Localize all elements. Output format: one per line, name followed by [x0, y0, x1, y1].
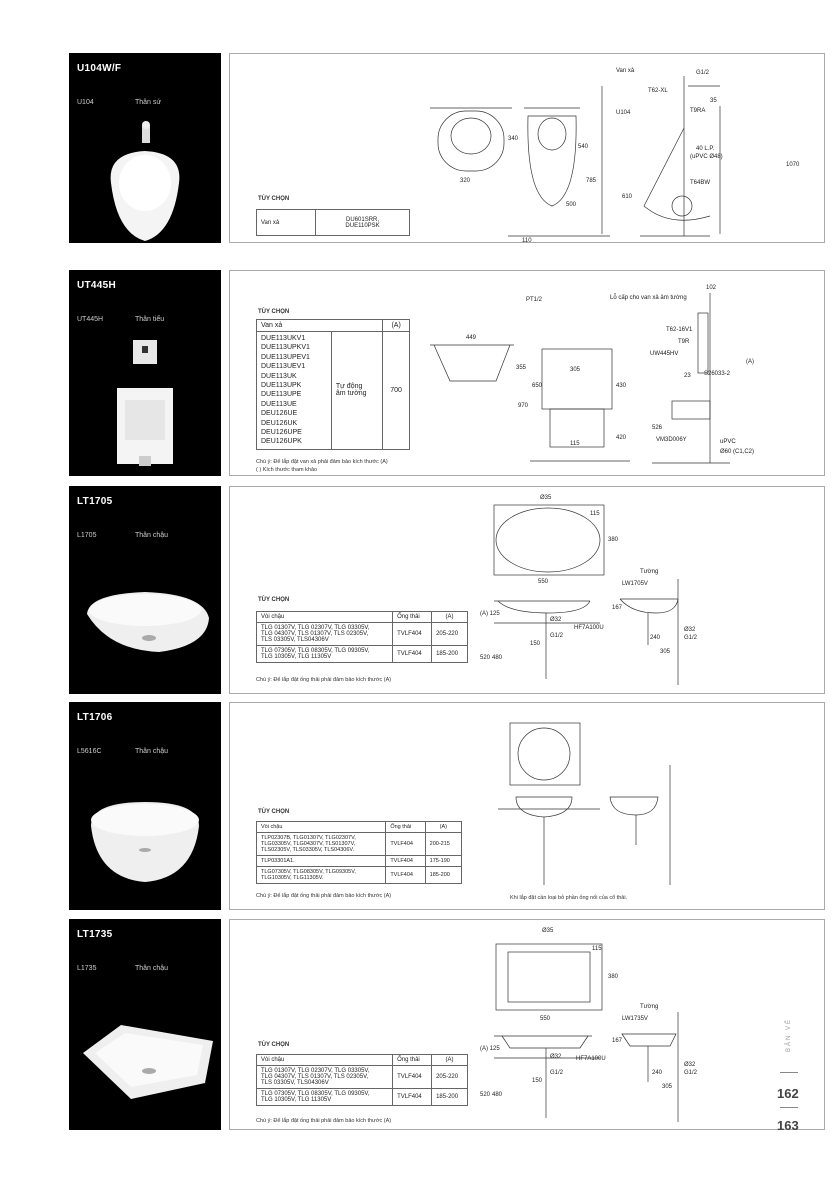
dim-label: 305: [660, 649, 671, 655]
urinal-image: [69, 270, 221, 476]
table-header: Van xả: [257, 320, 383, 332]
dim-label: uPVC: [720, 439, 736, 445]
valve-item: DEU126UPK: [261, 438, 302, 446]
option-cell: DU601SRR, DUE110PSK: [316, 210, 410, 236]
product-desc: Thân chậu: [135, 965, 169, 972]
dim-label: 240: [650, 635, 661, 641]
dim-label: LW1705V: [622, 581, 648, 587]
dim-label: 526: [652, 425, 663, 431]
product-code: L1735: [77, 965, 97, 972]
product-section-lt1705: [69, 486, 825, 694]
table-cell: TLG 07305V, TLG 08305V, TLG 09305V, TLG 10305V, TLG 11305V: [257, 646, 393, 663]
dim-label: G1/2: [684, 635, 698, 641]
dim-label: 500: [566, 202, 577, 208]
dim-label: 1070: [786, 162, 800, 168]
dim-label: VM3D006Y: [656, 437, 687, 443]
table-cell: TVLF404: [393, 1066, 432, 1089]
valve-item: DUE113UPKV1: [261, 344, 310, 352]
table-cell: 200-215: [425, 833, 461, 856]
divider: [780, 1072, 798, 1073]
basin-image: [69, 702, 221, 910]
dim-label: 520: [480, 1092, 491, 1098]
product-code: UT445H: [77, 316, 104, 323]
urinal-image: [69, 53, 221, 243]
dim-label: 480: [492, 655, 503, 661]
product-card: [69, 486, 221, 694]
product-card: [69, 702, 221, 910]
dim-label: Ø32: [550, 617, 562, 623]
table-header: Ống thải: [393, 612, 432, 623]
table-cell: TVLF404: [393, 1089, 432, 1106]
dim-label: PT1/2: [526, 297, 543, 303]
dim-label: T9R: [678, 339, 690, 345]
dim-label: G1/2: [684, 1070, 698, 1076]
table-cell: 185-200: [425, 867, 461, 884]
valve-item: DUE113UK: [261, 372, 297, 380]
note: Chú ý: Để lắp đặt van xả phải đảm bảo kích thước (A): [256, 459, 388, 465]
basin-image: [69, 919, 221, 1130]
table-header: Vòi chậu: [257, 1055, 393, 1066]
dim-label: HF7A100U: [574, 625, 604, 631]
dim-label: 480: [492, 1092, 503, 1098]
product-code: U104: [77, 99, 94, 106]
dim-label: G1/2: [696, 70, 710, 76]
product-desc: Thân tiểu: [135, 316, 165, 323]
dim-label: Lỗ cấp cho van xả âm tường: [610, 295, 687, 301]
options-title: TÙY CHỌN: [258, 1042, 290, 1048]
options-table: [256, 611, 468, 663]
options-title: TÙY CHỌN: [258, 809, 290, 815]
note: Khi lắp đặt cần loại bỏ phần ống nối của cổ thải.: [510, 895, 628, 901]
option-cell: Van xả: [257, 210, 316, 236]
dim-label: 785: [586, 178, 597, 184]
dim-label: U104: [616, 110, 631, 116]
options-table: [256, 821, 462, 884]
dim-label: 240: [652, 1070, 663, 1076]
product-model: UT445H: [77, 280, 117, 291]
table-cell: TLP03301A1.: [257, 856, 386, 867]
note: Chú ý: Để lắp đặt ống thải phải đảm bảo kích thước (A): [256, 893, 392, 899]
dim-label: Ø32: [550, 1054, 562, 1060]
dim-label: 305: [570, 367, 581, 373]
technical-drawing: [420, 56, 822, 242]
dim-label: 380: [608, 537, 619, 543]
dim-label: Ø32: [684, 627, 696, 633]
dim-label: LW1735V: [622, 1016, 648, 1022]
options-table: [256, 209, 410, 236]
dim-label: 430: [616, 383, 627, 389]
a-value-cell: 700: [383, 332, 410, 450]
dim-label: 115: [590, 511, 600, 517]
basin-image: [69, 486, 221, 694]
table-header: Vòi chậu: [257, 822, 386, 833]
spec-panel: [229, 270, 825, 476]
product-desc: Thân sứ: [135, 99, 162, 106]
table-header: (A): [383, 320, 410, 332]
product-section-lt1735: [69, 919, 825, 1130]
options-table: [256, 1054, 468, 1106]
table-cell: TVLF404: [393, 646, 432, 663]
dim-label: 355: [516, 365, 527, 371]
dim-label: Ø35: [542, 928, 554, 934]
dim-label: 305: [662, 1084, 673, 1090]
note: Chú ý: Để lắp đặt ống thải phải đảm bảo kích thước (A): [256, 677, 392, 683]
dim-label: Ø60 (C1,C2): [720, 449, 755, 455]
table-header: Ống thải: [393, 1055, 432, 1066]
mode-cell: Tự động âm tường: [331, 332, 382, 450]
product-model: LT1705: [77, 496, 113, 507]
spec-panel: [229, 53, 825, 243]
dim-label: G1/2: [550, 1070, 564, 1076]
table-header: (A): [432, 1055, 468, 1066]
dim-label: T64BW: [690, 180, 711, 186]
valve-item: DUE113UPE: [261, 391, 302, 399]
table-cell: TLG 07305V, TLG 08305V, TLG 09305V, TLG 10305V, TLG 11305V: [257, 1089, 393, 1106]
dim-label: UW445HV: [650, 351, 679, 357]
product-code: L1705: [77, 532, 97, 539]
product-model: LT1735: [77, 929, 113, 940]
technical-drawing: [420, 273, 822, 473]
dim-label: 550: [538, 579, 549, 585]
valve-item: DUE113UEV1: [261, 363, 306, 371]
dim-label: 320: [460, 178, 471, 184]
spec-panel: [229, 702, 825, 910]
dim-label: Van xả: [616, 68, 635, 74]
dim-label: (A) 125: [480, 611, 500, 617]
page-number: 162: [777, 1086, 799, 1101]
dim-label: Ø32: [684, 1062, 696, 1068]
technical-drawing: [480, 922, 822, 1126]
product-section-ut445h: [69, 270, 825, 476]
valve-item: DUE113UPEV1: [261, 353, 310, 361]
product-code: L5616C: [77, 748, 102, 755]
dim-label: T62-XL: [648, 88, 668, 94]
dim-label: 167: [612, 1038, 623, 1044]
valve-item: DEU126UK: [261, 419, 298, 427]
table-cell: 185-200: [432, 1089, 468, 1106]
product-model: U104W/F: [77, 63, 122, 74]
product-card: [69, 270, 221, 476]
dim-label: G1/2: [550, 633, 564, 639]
dim-label: 115: [592, 946, 602, 952]
dim-label: HF7A100U: [576, 1056, 606, 1062]
dim-label: 110: [522, 238, 532, 242]
valve-item: DUE113UPK: [261, 382, 302, 390]
dim-label: 610: [622, 194, 633, 200]
product-section-lt1706: [69, 702, 825, 910]
dim-label: 35: [710, 98, 717, 104]
dim-label: 540: [578, 144, 589, 150]
table-cell: TVLF404: [386, 856, 425, 867]
dim-label: 167: [612, 605, 623, 611]
product-card: [69, 919, 221, 1130]
options-title: TÙY CHỌN: [258, 196, 290, 202]
table-header: (A): [425, 822, 461, 833]
spec-panel: [229, 486, 825, 694]
note: ( ) Kích thước tham khảo: [256, 467, 318, 473]
dim-label: 115: [570, 441, 580, 447]
table-cell: 205-220: [432, 1066, 468, 1089]
dim-label: 150: [532, 1078, 543, 1084]
table-cell: 205-220: [432, 623, 468, 646]
table-header: Vòi chậu: [257, 612, 393, 623]
dim-label: 150: [530, 641, 541, 647]
valve-item: DUE113UKV1: [261, 335, 306, 342]
dim-label: 449: [466, 335, 477, 341]
product-desc: Thân chậu: [135, 748, 169, 755]
valve-list: [257, 332, 332, 450]
dim-label: T9RA: [690, 108, 706, 114]
page-number: 163: [777, 1118, 799, 1133]
spec-panel: [229, 919, 825, 1130]
table-cell: TLG07305V, TLG08305V, TLG09305V, TLG10305V, TLG11305V.: [257, 867, 386, 884]
dim-label: T62-16V1: [666, 327, 693, 333]
dim-label: Tường: [640, 569, 659, 575]
options-title: TÙY CHỌN: [258, 309, 290, 315]
dim-label: 650: [532, 383, 543, 389]
table-cell: TVLF404: [386, 867, 425, 884]
dim-label: 520: [480, 655, 491, 661]
dim-label: Tường: [640, 1004, 659, 1010]
dim-label: 550: [540, 1016, 551, 1022]
dim-label: 420: [616, 435, 627, 441]
options-title: TÙY CHỌN: [258, 597, 290, 603]
dim-label: S26033-2: [704, 371, 731, 377]
table-header: Ống thải: [386, 822, 425, 833]
options-table: [256, 319, 410, 450]
dim-label: 102: [706, 285, 717, 291]
dim-label: (A) 125: [480, 1046, 500, 1052]
dim-label: (A): [746, 359, 754, 365]
table-cell: TLP02307B, TLG01307V, TLG02307V, TLG03305V, TLG04307V, TLS01307V, TLS02305V, TLS03305V, TLS04306V.: [257, 833, 386, 856]
note: Chú ý: Để lắp đặt ống thải phải đảm bảo kích thước (A): [256, 1118, 392, 1124]
dim-label: Ø35: [540, 495, 552, 501]
valve-item: DEU126UPE: [261, 429, 302, 437]
table-header: (A): [432, 612, 468, 623]
product-section-u104: [69, 53, 825, 243]
table-cell: 185-200: [432, 646, 468, 663]
dim-label: 23: [684, 373, 691, 379]
table-cell: 175-190: [425, 856, 461, 867]
product-card: [69, 53, 221, 243]
dim-label: 40 L.P.: [696, 146, 715, 152]
dim-label: 970: [518, 403, 529, 409]
side-label: BẢN VẼ: [786, 1017, 792, 1052]
divider: [780, 1107, 798, 1108]
dim-label: 380: [608, 974, 619, 980]
technical-drawing: [480, 705, 822, 891]
dim-label: (uPVC Ø48): [690, 154, 723, 160]
valve-item: DUE113UE: [261, 400, 297, 408]
product-model: LT1706: [77, 712, 113, 723]
table-cell: TLG 01307V, TLG 02307V, TLG 03305V, TLG 04307V, TLS 01307V, TLS 02305V, TLS 03305V, TLS04306V: [257, 1066, 393, 1089]
technical-drawing: [480, 489, 822, 693]
table-cell: TLG 01307V, TLG 02307V, TLG 03305V, TLG 04307V, TLS 01307V, TLS 02305V, TLS 03305V, TLS04306V: [257, 623, 393, 646]
valve-item: DEU126UE: [261, 410, 298, 418]
table-cell: TVLF404: [386, 833, 425, 856]
product-desc: Thân chậu: [135, 532, 169, 539]
dim-label: 340: [508, 136, 519, 142]
table-cell: TVLF404: [393, 623, 432, 646]
